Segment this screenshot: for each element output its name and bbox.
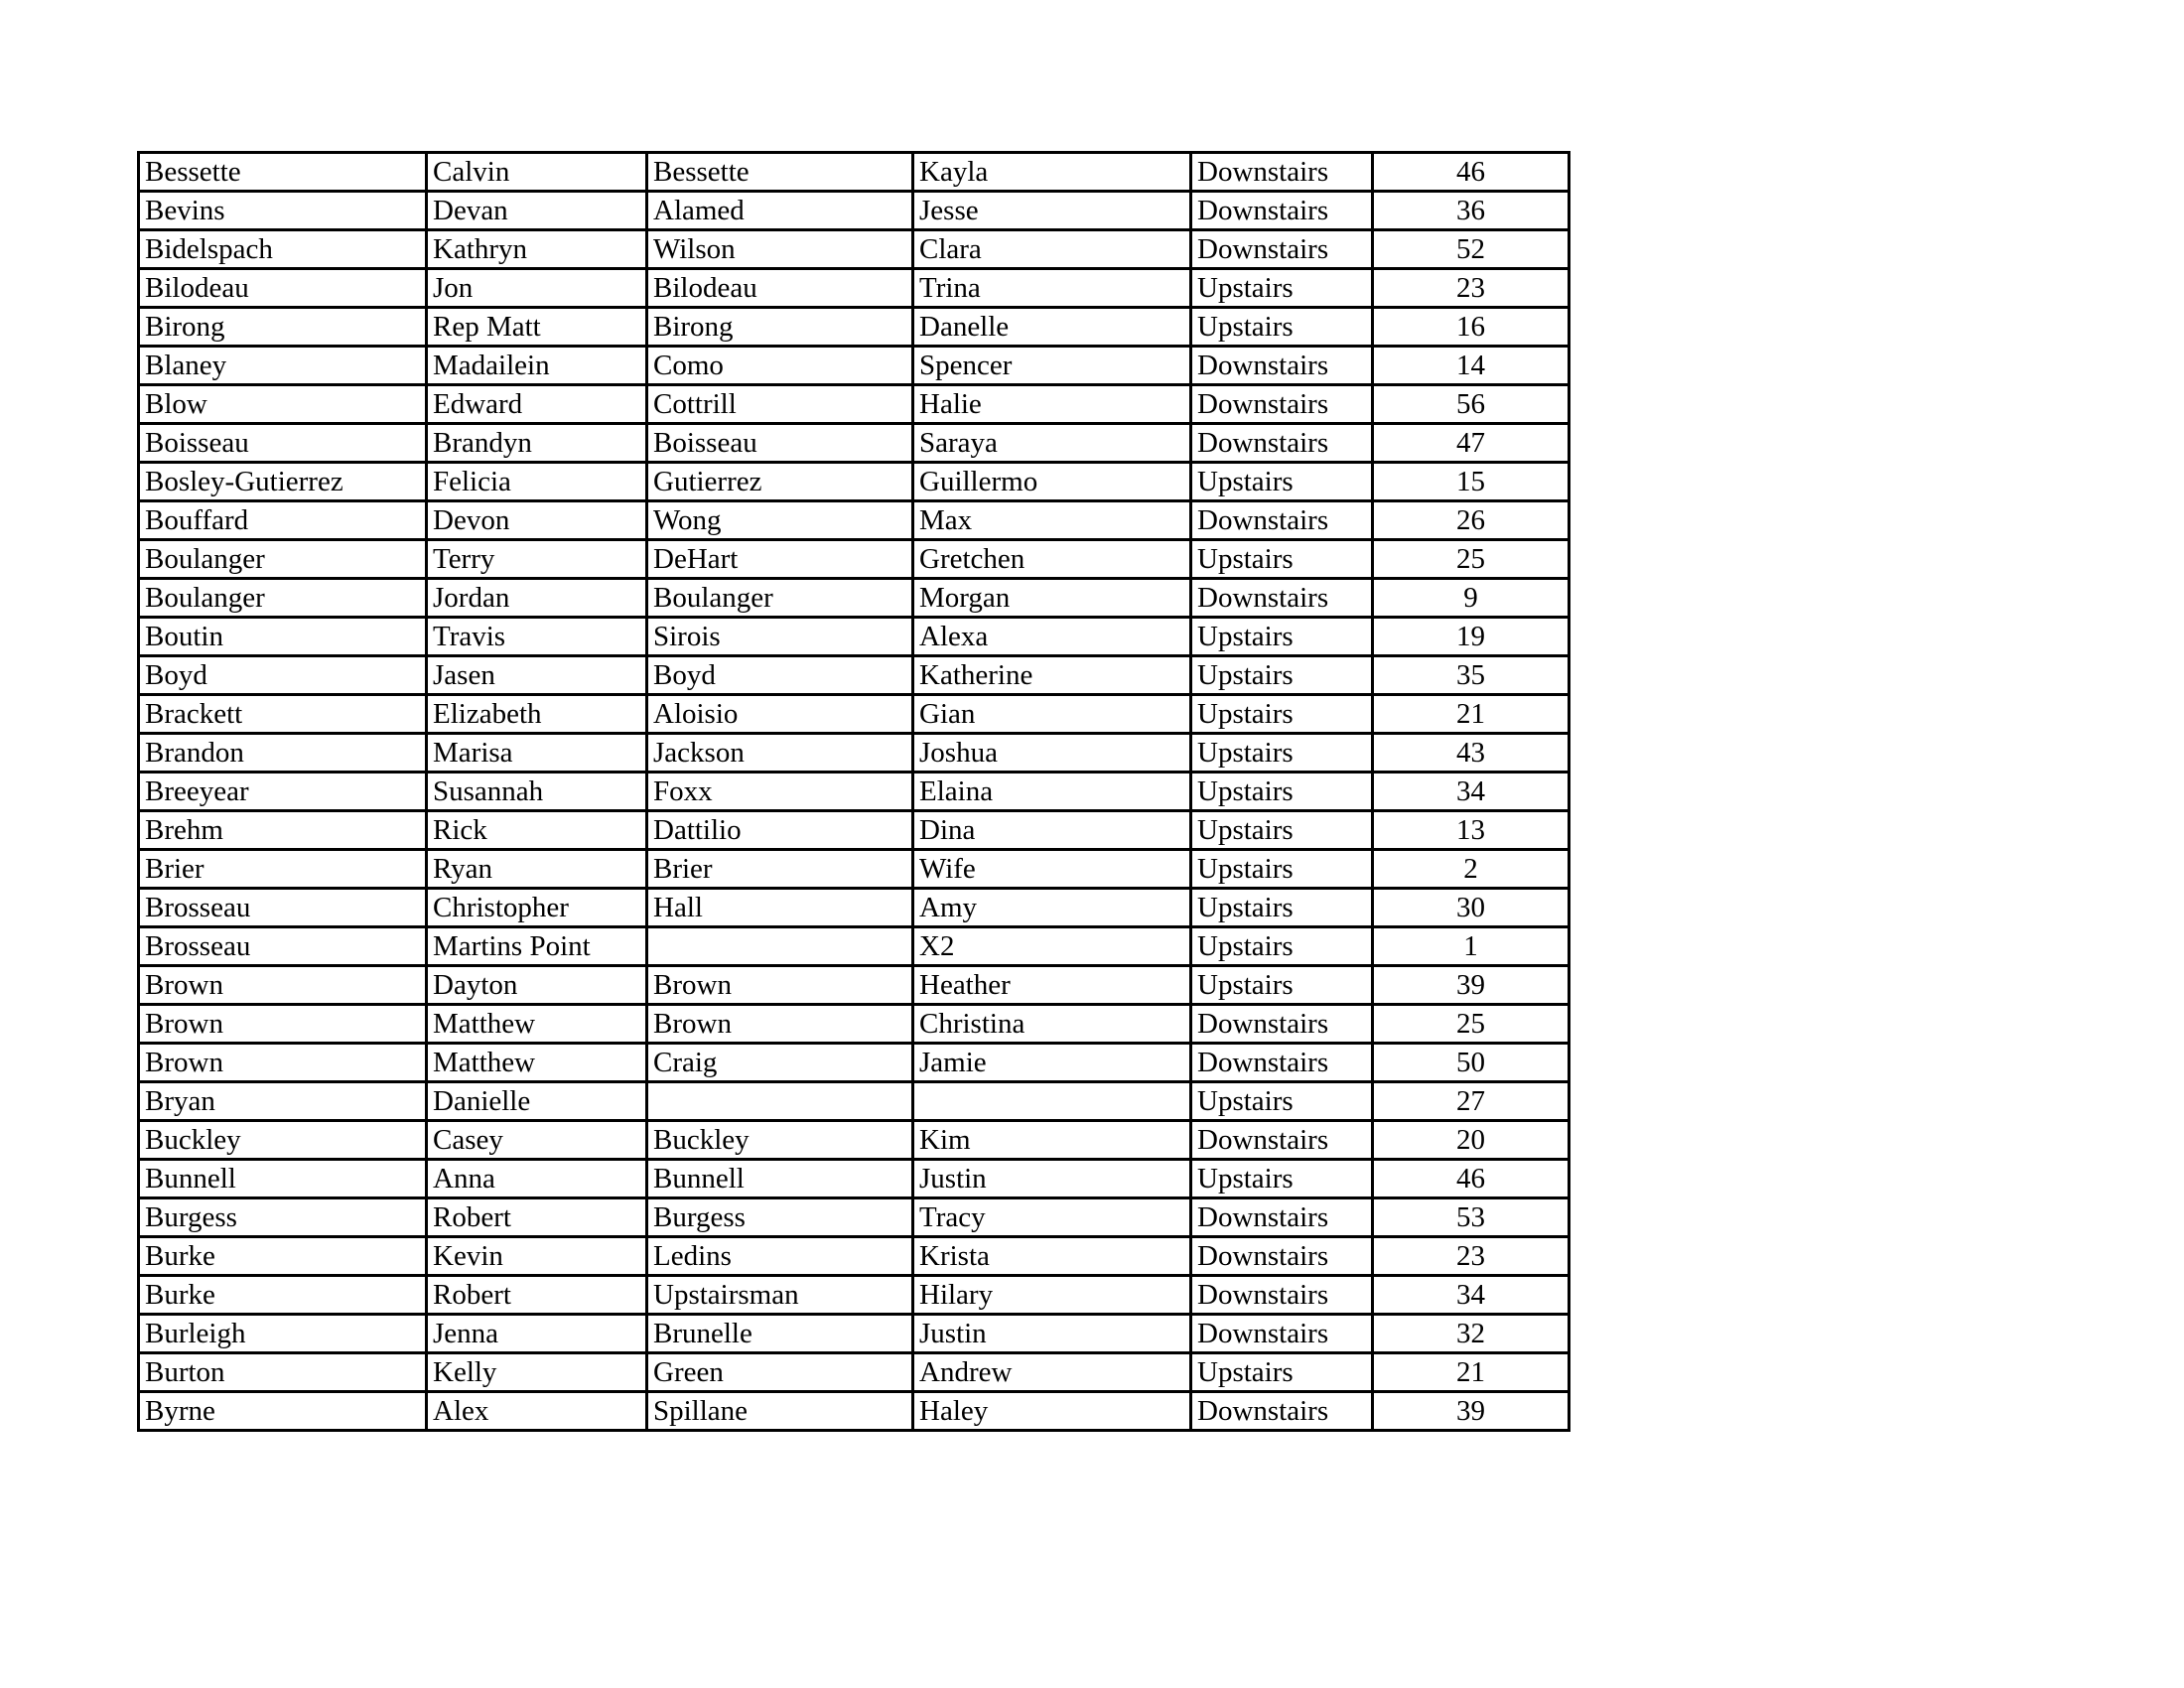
guest-last-name-cell: Sirois — [647, 618, 913, 656]
number-cell: 27 — [1373, 1082, 1570, 1121]
number-cell: 23 — [1373, 1237, 1570, 1276]
guest-last-name-cell: Como — [647, 347, 913, 385]
guest-first-name-cell: Andrew — [913, 1353, 1191, 1392]
number-cell: 47 — [1373, 424, 1570, 463]
guest-last-name-cell: Foxx — [647, 773, 913, 811]
first-name-cell: Martins Point — [427, 927, 647, 966]
guest-first-name-cell: Dina — [913, 811, 1191, 850]
guest-last-name-cell: Brunelle — [647, 1315, 913, 1353]
last-name-cell: Brackett — [139, 695, 427, 734]
first-name-cell: Matthew — [427, 1005, 647, 1044]
last-name-cell: Brown — [139, 1005, 427, 1044]
number-cell: 36 — [1373, 192, 1570, 230]
guest-first-name-cell: Joshua — [913, 734, 1191, 773]
location-cell: Downstairs — [1191, 347, 1373, 385]
number-cell: 20 — [1373, 1121, 1570, 1160]
guest-last-name-cell: Boisseau — [647, 424, 913, 463]
last-name-cell: Blaney — [139, 347, 427, 385]
first-name-cell: Jordan — [427, 579, 647, 618]
table-row — [139, 501, 1570, 540]
last-name-cell: Brosseau — [139, 927, 427, 966]
last-name-cell: Birong — [139, 308, 427, 347]
last-name-cell: Breeyear — [139, 773, 427, 811]
guest-last-name-cell: Brown — [647, 1005, 913, 1044]
number-cell: 56 — [1373, 385, 1570, 424]
last-name-cell: Buckley — [139, 1121, 427, 1160]
location-cell: Downstairs — [1191, 1005, 1373, 1044]
guest-first-name-cell: Alexa — [913, 618, 1191, 656]
guest-first-name-cell: Guillermo — [913, 463, 1191, 501]
number-cell: 52 — [1373, 230, 1570, 269]
last-name-cell: Bessette — [139, 153, 427, 192]
guest-table — [137, 151, 1570, 1432]
first-name-cell: Kelly — [427, 1353, 647, 1392]
first-name-cell: Jasen — [427, 656, 647, 695]
location-cell: Downstairs — [1191, 385, 1373, 424]
location-cell: Downstairs — [1191, 192, 1373, 230]
number-cell: 25 — [1373, 540, 1570, 579]
table-row — [139, 618, 1570, 656]
first-name-cell: Dayton — [427, 966, 647, 1005]
location-cell: Upstairs — [1191, 927, 1373, 966]
number-cell: 13 — [1373, 811, 1570, 850]
guest-last-name-cell: Hall — [647, 889, 913, 927]
last-name-cell: Burton — [139, 1353, 427, 1392]
last-name-cell: Bouffard — [139, 501, 427, 540]
number-cell: 19 — [1373, 618, 1570, 656]
number-cell: 30 — [1373, 889, 1570, 927]
first-name-cell: Terry — [427, 540, 647, 579]
number-cell: 21 — [1373, 695, 1570, 734]
guest-first-name-cell: Katherine — [913, 656, 1191, 695]
guest-last-name-cell: Dattilio — [647, 811, 913, 850]
number-cell: 15 — [1373, 463, 1570, 501]
location-cell: Upstairs — [1191, 889, 1373, 927]
guest-last-name-cell: Alamed — [647, 192, 913, 230]
table-row — [139, 269, 1570, 308]
number-cell: 43 — [1373, 734, 1570, 773]
guest-first-name-cell — [913, 1082, 1191, 1121]
first-name-cell: Danielle — [427, 1082, 647, 1121]
guest-first-name-cell: Tracy — [913, 1198, 1191, 1237]
table-row — [139, 850, 1570, 889]
first-name-cell: Madailein — [427, 347, 647, 385]
location-cell: Downstairs — [1191, 424, 1373, 463]
guest-last-name-cell: Jackson — [647, 734, 913, 773]
last-name-cell: Boulanger — [139, 540, 427, 579]
table-row — [139, 1315, 1570, 1353]
guest-last-name-cell: Boyd — [647, 656, 913, 695]
guest-last-name-cell: Bessette — [647, 153, 913, 192]
last-name-cell: Brandon — [139, 734, 427, 773]
guest-last-name-cell: Spillane — [647, 1392, 913, 1431]
guest-first-name-cell: Haley — [913, 1392, 1191, 1431]
first-name-cell: Matthew — [427, 1044, 647, 1082]
number-cell: 46 — [1373, 153, 1570, 192]
first-name-cell: Casey — [427, 1121, 647, 1160]
number-cell: 39 — [1373, 966, 1570, 1005]
first-name-cell: Jon — [427, 269, 647, 308]
guest-last-name-cell: Bilodeau — [647, 269, 913, 308]
guest-last-name-cell: Aloisio — [647, 695, 913, 734]
table-row — [139, 1005, 1570, 1044]
last-name-cell: Boyd — [139, 656, 427, 695]
guest-first-name-cell: Saraya — [913, 424, 1191, 463]
location-cell: Upstairs — [1191, 1160, 1373, 1198]
guest-first-name-cell: X2 — [913, 927, 1191, 966]
guest-last-name-cell: Burgess — [647, 1198, 913, 1237]
location-cell: Downstairs — [1191, 579, 1373, 618]
first-name-cell: Marisa — [427, 734, 647, 773]
first-name-cell: Ryan — [427, 850, 647, 889]
table-row — [139, 889, 1570, 927]
first-name-cell: Robert — [427, 1198, 647, 1237]
table-row — [139, 463, 1570, 501]
guest-last-name-cell: Brier — [647, 850, 913, 889]
guest-last-name-cell: Boulanger — [647, 579, 913, 618]
number-cell: 26 — [1373, 501, 1570, 540]
guest-first-name-cell: Halie — [913, 385, 1191, 424]
number-cell: 53 — [1373, 1198, 1570, 1237]
table-row — [139, 424, 1570, 463]
location-cell: Upstairs — [1191, 811, 1373, 850]
guest-first-name-cell: Wife — [913, 850, 1191, 889]
number-cell: 2 — [1373, 850, 1570, 889]
number-cell: 46 — [1373, 1160, 1570, 1198]
location-cell: Downstairs — [1191, 1237, 1373, 1276]
table-row — [139, 695, 1570, 734]
table-row — [139, 192, 1570, 230]
guest-first-name-cell: Christina — [913, 1005, 1191, 1044]
last-name-cell: Bevins — [139, 192, 427, 230]
table-row — [139, 1044, 1570, 1082]
guest-last-name-cell: Green — [647, 1353, 913, 1392]
location-cell: Downstairs — [1191, 1044, 1373, 1082]
guest-first-name-cell: Heather — [913, 966, 1191, 1005]
location-cell: Upstairs — [1191, 1353, 1373, 1392]
table-row — [139, 347, 1570, 385]
table-row — [139, 230, 1570, 269]
guest-first-name-cell: Justin — [913, 1160, 1191, 1198]
last-name-cell: Boisseau — [139, 424, 427, 463]
last-name-cell: Bryan — [139, 1082, 427, 1121]
guest-first-name-cell: Gian — [913, 695, 1191, 734]
guest-first-name-cell: Hilary — [913, 1276, 1191, 1315]
guest-last-name-cell — [647, 927, 913, 966]
location-cell: Upstairs — [1191, 966, 1373, 1005]
last-name-cell: Brosseau — [139, 889, 427, 927]
location-cell: Upstairs — [1191, 656, 1373, 695]
table-row — [139, 1237, 1570, 1276]
table-row — [139, 811, 1570, 850]
last-name-cell: Burgess — [139, 1198, 427, 1237]
number-cell: 21 — [1373, 1353, 1570, 1392]
guest-first-name-cell: Krista — [913, 1237, 1191, 1276]
first-name-cell: Devan — [427, 192, 647, 230]
guest-first-name-cell: Gretchen — [913, 540, 1191, 579]
first-name-cell: Kathryn — [427, 230, 647, 269]
last-name-cell: Brier — [139, 850, 427, 889]
location-cell: Downstairs — [1191, 1121, 1373, 1160]
guest-first-name-cell: Clara — [913, 230, 1191, 269]
number-cell: 50 — [1373, 1044, 1570, 1082]
location-cell: Upstairs — [1191, 850, 1373, 889]
guest-first-name-cell: Spencer — [913, 347, 1191, 385]
guest-table-body — [139, 153, 1570, 1431]
guest-first-name-cell: Justin — [913, 1315, 1191, 1353]
table-row — [139, 1198, 1570, 1237]
last-name-cell: Bunnell — [139, 1160, 427, 1198]
first-name-cell: Susannah — [427, 773, 647, 811]
number-cell: 34 — [1373, 773, 1570, 811]
location-cell: Upstairs — [1191, 773, 1373, 811]
first-name-cell: Rick — [427, 811, 647, 850]
last-name-cell: Bosley-Gutierrez — [139, 463, 427, 501]
first-name-cell: Anna — [427, 1160, 647, 1198]
table-row — [139, 385, 1570, 424]
guest-last-name-cell: Cottrill — [647, 385, 913, 424]
table-row — [139, 540, 1570, 579]
guest-first-name-cell: Kim — [913, 1121, 1191, 1160]
table-row — [139, 1082, 1570, 1121]
guest-last-name-cell: Birong — [647, 308, 913, 347]
first-name-cell: Calvin — [427, 153, 647, 192]
first-name-cell: Devon — [427, 501, 647, 540]
first-name-cell: Travis — [427, 618, 647, 656]
table-row — [139, 966, 1570, 1005]
table-row — [139, 308, 1570, 347]
last-name-cell: Blow — [139, 385, 427, 424]
table-row — [139, 656, 1570, 695]
first-name-cell: Alex — [427, 1392, 647, 1431]
location-cell: Downstairs — [1191, 1315, 1373, 1353]
guest-first-name-cell: Elaina — [913, 773, 1191, 811]
number-cell: 39 — [1373, 1392, 1570, 1431]
guest-first-name-cell: Jesse — [913, 192, 1191, 230]
location-cell: Downstairs — [1191, 1198, 1373, 1237]
table-row — [139, 153, 1570, 192]
last-name-cell: Boutin — [139, 618, 427, 656]
guest-last-name-cell: Wilson — [647, 230, 913, 269]
last-name-cell: Bidelspach — [139, 230, 427, 269]
first-name-cell: Kevin — [427, 1237, 647, 1276]
last-name-cell: Brehm — [139, 811, 427, 850]
first-name-cell: Elizabeth — [427, 695, 647, 734]
location-cell: Upstairs — [1191, 618, 1373, 656]
last-name-cell: Brown — [139, 966, 427, 1005]
guest-first-name-cell: Trina — [913, 269, 1191, 308]
first-name-cell: Edward — [427, 385, 647, 424]
guest-last-name-cell: Wong — [647, 501, 913, 540]
last-name-cell: Burke — [139, 1237, 427, 1276]
number-cell: 32 — [1373, 1315, 1570, 1353]
last-name-cell: Burleigh — [139, 1315, 427, 1353]
guest-last-name-cell: Brown — [647, 966, 913, 1005]
location-cell: Downstairs — [1191, 1276, 1373, 1315]
location-cell: Upstairs — [1191, 540, 1373, 579]
table-row — [139, 1160, 1570, 1198]
last-name-cell: Byrne — [139, 1392, 427, 1431]
first-name-cell: Jenna — [427, 1315, 647, 1353]
table-row — [139, 1121, 1570, 1160]
first-name-cell: Brandyn — [427, 424, 647, 463]
table-row — [139, 1392, 1570, 1431]
location-cell: Upstairs — [1191, 695, 1373, 734]
table-row — [139, 1276, 1570, 1315]
guest-last-name-cell: DeHart — [647, 540, 913, 579]
location-cell: Upstairs — [1191, 269, 1373, 308]
location-cell: Downstairs — [1191, 501, 1373, 540]
location-cell: Upstairs — [1191, 734, 1373, 773]
guest-first-name-cell: Jamie — [913, 1044, 1191, 1082]
first-name-cell: Christopher — [427, 889, 647, 927]
location-cell: Upstairs — [1191, 463, 1373, 501]
first-name-cell: Rep Matt — [427, 308, 647, 347]
table-row — [139, 579, 1570, 618]
location-cell: Upstairs — [1191, 308, 1373, 347]
location-cell: Downstairs — [1191, 1392, 1373, 1431]
location-cell: Downstairs — [1191, 153, 1373, 192]
guest-first-name-cell: Danelle — [913, 308, 1191, 347]
guest-last-name-cell: Ledins — [647, 1237, 913, 1276]
last-name-cell: Boulanger — [139, 579, 427, 618]
guest-first-name-cell: Kayla — [913, 153, 1191, 192]
guest-last-name-cell: Craig — [647, 1044, 913, 1082]
number-cell: 14 — [1373, 347, 1570, 385]
number-cell: 34 — [1373, 1276, 1570, 1315]
guest-last-name-cell: Upstairsman — [647, 1276, 913, 1315]
location-cell: Downstairs — [1191, 230, 1373, 269]
guest-last-name-cell: Buckley — [647, 1121, 913, 1160]
first-name-cell: Felicia — [427, 463, 647, 501]
guest-last-name-cell — [647, 1082, 913, 1121]
first-name-cell: Robert — [427, 1276, 647, 1315]
last-name-cell: Bilodeau — [139, 269, 427, 308]
number-cell: 23 — [1373, 269, 1570, 308]
number-cell: 1 — [1373, 927, 1570, 966]
guest-last-name-cell: Gutierrez — [647, 463, 913, 501]
number-cell: 16 — [1373, 308, 1570, 347]
location-cell: Upstairs — [1191, 1082, 1373, 1121]
table-row — [139, 927, 1570, 966]
last-name-cell: Burke — [139, 1276, 427, 1315]
number-cell: 9 — [1373, 579, 1570, 618]
guest-first-name-cell: Amy — [913, 889, 1191, 927]
guest-last-name-cell: Bunnell — [647, 1160, 913, 1198]
number-cell: 25 — [1373, 1005, 1570, 1044]
table-row — [139, 773, 1570, 811]
number-cell: 35 — [1373, 656, 1570, 695]
table-row — [139, 1353, 1570, 1392]
last-name-cell: Brown — [139, 1044, 427, 1082]
guest-first-name-cell: Max — [913, 501, 1191, 540]
table-row — [139, 734, 1570, 773]
guest-first-name-cell: Morgan — [913, 579, 1191, 618]
